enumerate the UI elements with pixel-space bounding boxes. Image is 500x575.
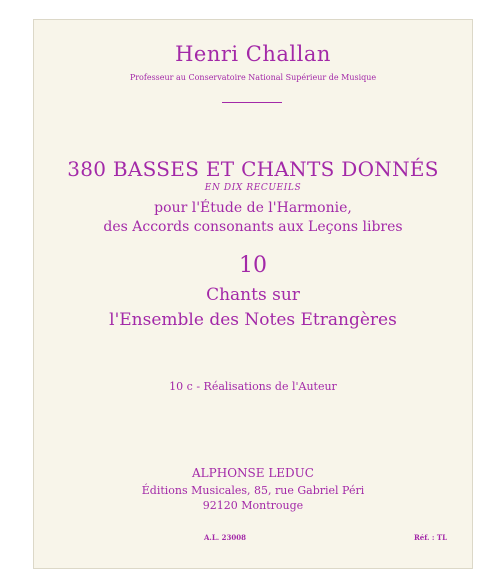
volume-number: 10 [239,253,267,278]
publisher-name: ALPHONSE LEDUC [192,466,314,480]
edition-note: 10 c - Réalisations de l'Auteur [169,380,337,393]
reference-code: Réf. : TL [413,533,447,542]
main-title: 380 BASSES ET CHANTS DONNÉS [67,157,439,181]
publisher-address-line-2: 92120 Montrouge [202,499,304,512]
author-name: Henri Challan [175,42,331,66]
volume-title-line-1: Chants sur [206,285,300,305]
score-cover [33,19,473,569]
author-affiliation: Professeur au Conservatoire National Supérieur de Musique [129,73,377,82]
publisher-address-line-1: Éditions Musicales, 85, rue Gabriel Péri [141,484,365,497]
divider-rule [222,102,282,103]
plate-number: A.L. 23008 [204,533,247,542]
collection-note: EN DIX RECUEILS [204,183,302,193]
subtitle-line-1: pour l'Étude de l'Harmonie, [154,200,352,216]
subtitle-line-2: des Accords consonants aux Leçons libres [103,219,403,235]
volume-title-line-2: l'Ensemble des Notes Etrangères [109,310,397,330]
